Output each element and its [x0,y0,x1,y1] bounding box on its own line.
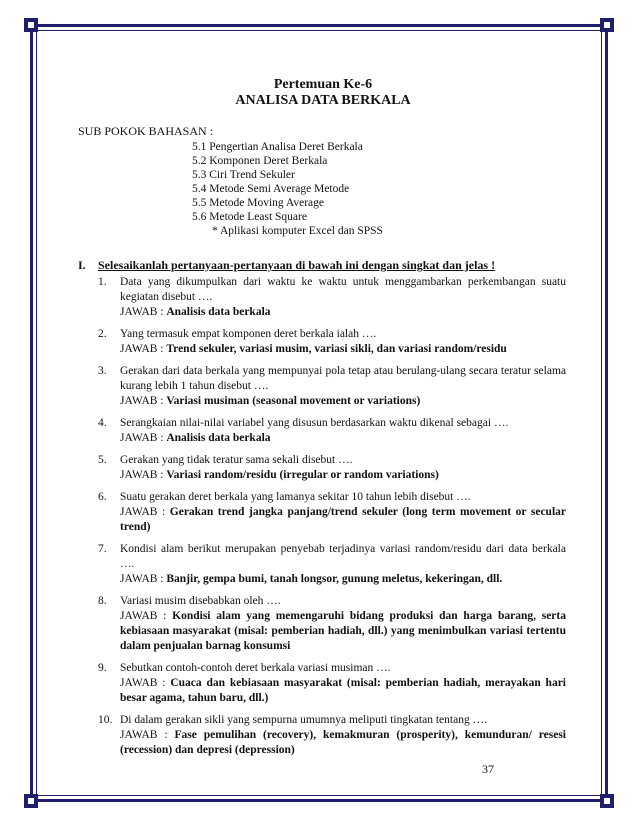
question-text: Gerakan yang tidak teratur sama sekali disebut …. [120,454,353,466]
sub-topic-item: 5.4 Metode Semi Average Metode [192,183,350,195]
frame-corner-ornament [600,18,614,32]
question-item [98,453,566,483]
sub-topic-item: 5.3 Ciri Trend Sekuler [192,169,295,181]
question-number: 5. [98,454,107,466]
question-body [120,416,566,446]
question-body [120,713,566,758]
answer-text: JAWAB : Gerakan trend jangka panjang/trend sekuler (long term movement or secular trend) [120,506,567,533]
question-number: 7. [98,543,107,555]
sub-topic-label: SUB POKOK BAHASAN : [78,124,214,138]
question-text: Kondisi alam berikut merupakan penyebab terjadinya variasi random/residu dari data berkala …. [120,543,566,570]
frame-corner-ornament [24,794,38,808]
question-number: 10. [98,714,113,726]
answer-text: JAWAB : Analisis data berkala [120,432,271,444]
answer-text: JAWAB : Banjir, gempa bumi, tanah longsor, gunung meletus, kekeringan, dll. [120,573,503,585]
question-text: Serangkaian nilai-nilai variabel yang disusun berdasarkan waktu dikenal sebagai …. [120,417,509,429]
question-number: 1. [98,276,107,288]
page-subtitle: ANALISA DATA BERKALA [235,93,411,108]
question-item [98,661,566,706]
question-number: 3. [98,365,107,377]
question-item [98,542,566,587]
question-body [120,594,566,654]
question-text: Suatu gerakan deret berkala yang lamanya sekitar 10 tahun lebih disebut …. [120,491,471,503]
sub-topic-item: 5.2 Komponen Deret Berkala [192,155,328,167]
question-number: 6. [98,491,107,503]
question-body [120,364,566,409]
answer-text: JAWAB : Variasi random/residu (irregular or random variations) [120,469,439,481]
question-body [120,661,566,706]
question-text: Gerakan dari data berkala yang mempunyai pola tetap atau berulang-ulang secara teratur selama kurang lebih 1 tahun disebut …. [120,365,566,392]
sub-topic-item: 5.5 Metode Moving Average [192,197,325,209]
section-number: I. [78,258,86,272]
question-text: Variasi musim disebabkan oleh …. [120,595,281,607]
sub-topic-note: * Aplikasi komputer Excel dan SPSS [212,225,383,237]
question-body [120,327,566,357]
section-instruction: Selesaikanlah pertanyaan-pertanyaan di bawah ini dengan singkat dan jelas ! [98,258,496,272]
question-item [98,364,566,409]
answer-text: JAWAB : Fase pemulihan (recovery), kemakmuran (prosperity), kemunduran/ resesi (recession) dan depresi (depression) [120,729,566,756]
question-body [120,275,566,320]
question-body [120,542,566,587]
sub-topic-item: 5.6 Metode Least Square [192,211,307,223]
answer-text: JAWAB : Cuaca dan kebiasaan masyarakat (misal: pemberian hadiah, merayakan hari besar agama, tahun baru, dll.) [120,677,567,704]
question-item [98,490,566,535]
section-heading [78,258,568,273]
question-body [120,490,566,535]
question-item [98,713,566,758]
sub-topic-list [192,140,383,238]
question-text: Di dalam gerakan sikli yang sempurna umumnya meliputi tingkatan tentang …. [120,714,487,726]
question-number: 8. [98,595,107,607]
answer-text: JAWAB : Trend sekuler, variasi musim, variasi sikli, dan variasi random/residu [120,343,507,355]
frame-corner-ornament [600,794,614,808]
answer-text: JAWAB : Analisis data berkala [120,306,271,318]
page-title: Pertemuan Ke-6 [273,77,373,92]
sub-topic-item: 5.1 Pengertian Analisa Deret Berkala [192,141,363,153]
frame-corner-ornament [24,18,38,32]
question-text: Data yang dikumpulkan dari waktu ke waktu untuk menggambarkan perkembangan suatu kegiatan disebut …. [120,276,566,303]
question-number: 4. [98,417,107,429]
answer-text: JAWAB : Variasi musiman (seasonal movement or variations) [120,395,421,407]
question-text: Yang termasuk empat komponen deret berkala ialah …. [120,328,377,340]
question-list [98,275,566,765]
question-text: Sebutkan contoh-contoh deret berkala variasi musiman …. [120,662,391,674]
question-number: 9. [98,662,107,674]
question-item [98,327,566,357]
question-item [98,416,566,446]
answer-text: JAWAB : Kondisi alam yang memengaruhi bidang produksi dan harga barang, serta kebiasaan masyarakat (misal: pemberian hadiah, dll.) yang menimbulkan variasi tertentu dalam penjualan barnag konsumsi [120,610,566,652]
question-item [98,275,566,320]
question-number: 2. [98,328,107,340]
question-body [120,453,566,483]
page-number: 37 [482,762,494,776]
question-item [98,594,566,654]
